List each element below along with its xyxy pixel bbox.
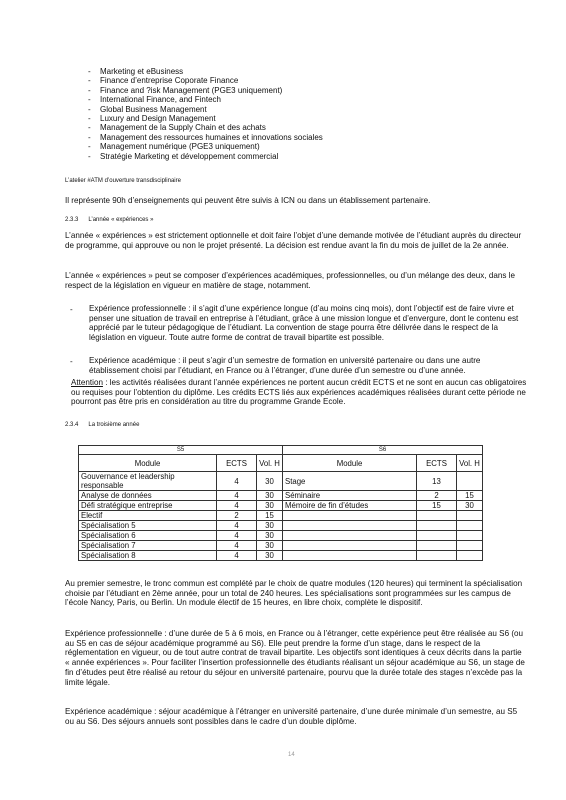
s5-ects-cell: 4 <box>217 541 257 551</box>
s6-module-cell: Séminaire <box>283 491 417 501</box>
s5-ects-cell: 4 <box>217 472 257 491</box>
atelier-heading: L’atelier #ATM d’ouverture transdisciplinaire <box>65 178 181 184</box>
s6-vol-cell: 15 <box>457 491 483 501</box>
specialisation-list <box>88 67 488 161</box>
bullet-dash: - <box>70 305 73 314</box>
paragraph-composition: L’année « expériences » peut se composer d’expériences académiques, professionnelles, ou d’un mélange des deux, dans le respect de la législation en vigueur en matière de stage, notamment. <box>65 271 515 290</box>
table-row <box>79 551 483 561</box>
table-row <box>79 472 483 491</box>
s6-module-cell <box>283 551 417 561</box>
section-number: 2.3.4 <box>65 422 79 428</box>
specialisation-item: - Global Business Management <box>88 105 488 114</box>
specialisation-item: - Marketing et eBusiness <box>88 67 488 76</box>
s6-vol-cell <box>457 511 483 521</box>
atelier-text: Il représente 90h d’enseignements qui peuvent être suivis à ICN ou dans un établissement partenaire. <box>65 196 431 205</box>
page-number: 14 <box>288 752 295 758</box>
s6-module-cell: Stage <box>283 472 417 491</box>
table-row <box>79 511 483 521</box>
specialisation-item: - Management de la Supply Chain et des achats <box>88 123 488 132</box>
s5-module-cell: Analyse de données <box>79 491 217 501</box>
s5-ects-cell: 4 <box>217 491 257 501</box>
s6-vol-cell <box>457 541 483 551</box>
s5-module-cell: Gouvernance et leadership responsable <box>79 472 217 491</box>
attention-label: Attention <box>71 378 103 387</box>
specialisation-item: - International Finance, and Fintech <box>88 95 488 104</box>
bullet-experience-professionnelle: Expérience professionnelle : il s’agit d’une expérience longue (d’au moins cinq mois), dont l’objectif est de faire vivre et penser une situation de travail en entreprise à l’étudiant, grâce à une mission longue et d’envergure, dont le contenu est apprécié par le tuteur pédagogique de l’étudiant. La convention de stage pourra être délivrée dans le respect de la législation en vigueur. Toute autre forme de contrat de travail bipartite est possible. <box>89 304 519 343</box>
bullet-dash: - <box>70 357 73 366</box>
bullet-experience-academique: Expérience académique : il peut s’agir d’un semestre de formation en université partenaire ou dans une autre établissement choisi par l’étudiant, en France ou à l’étranger, d’une durée d’un semestre ou d’une année. <box>89 356 481 375</box>
s5-ects-cell: 4 <box>217 521 257 531</box>
section-2-3-3-heading <box>65 216 153 224</box>
s6-module-cell <box>283 521 417 531</box>
s6-ects-cell <box>417 551 457 561</box>
table-row <box>79 501 483 511</box>
specialisation-item: - Management numérique (PGE3 uniquement) <box>88 142 488 151</box>
table-row <box>79 541 483 551</box>
table-row <box>79 521 483 531</box>
ects-header: ECTS <box>417 455 457 472</box>
s5-module-cell: Spécialisation 5 <box>79 521 217 531</box>
paragraph-annee-experiences: L’année « expériences » est strictement optionnelle et doit faire l’objet d’une demande motivée de l’étudiant auprès du directeur de programme, qui approuve ou non le projet présenté. La décision est rendue avant la fin du mois de juillet de la 2e année. <box>65 231 522 250</box>
s5-ects-cell: 4 <box>217 551 257 561</box>
section-number: 2.3.3 <box>65 217 79 223</box>
paragraph-experience-professionnelle: Expérience professionnelle : d’une durée de 5 à 6 mois, en France ou à l’étranger, cette expérience peut être réalisée au S6 (ou au S5 en cas de séjour académique programmé au S6). Elle peut prendre la forme d’un stage, dans le respect de la réglementation en vigueur, ou de tout autre contrat de travail bipartite. Les objectifs sont identiques à ceux décrits dans la partie « année expériences ». Pour faciliter l’insertion professionnelle des étudiants réalisant un séjour académique au S6, un stage de fin d’études peut être réalisé au retour du séjour en université partenaire, pourvu que la durée totale des stages n’excède pas la limite légale. <box>65 629 525 687</box>
semester-s6-header: S6 <box>283 446 483 455</box>
table-row <box>79 531 483 541</box>
s5-ects-cell: 4 <box>217 501 257 511</box>
specialisation-item: - Management des ressources humaines et innovations sociales <box>88 133 488 142</box>
s6-vol-cell <box>457 521 483 531</box>
s6-module-cell <box>283 511 417 521</box>
s6-vol-cell <box>457 551 483 561</box>
s6-ects-cell: 15 <box>417 501 457 511</box>
specialisation-item: - Finance d’entreprise Coporate Finance <box>88 76 488 85</box>
s6-module-cell <box>283 531 417 541</box>
s5-module-cell: Spécialisation 8 <box>79 551 217 561</box>
vol-header: Vol. H <box>457 455 483 472</box>
section-2-3-4-heading <box>65 421 139 429</box>
s6-module-cell: Mémoire de fin d’études <box>283 501 417 511</box>
s6-ects-cell <box>417 541 457 551</box>
s6-ects-cell: 2 <box>417 491 457 501</box>
s5-ects-cell: 4 <box>217 531 257 541</box>
specialisation-item: - Finance and ?isk Management (PGE3 uniquement) <box>88 86 488 95</box>
module-header: Module <box>283 455 417 472</box>
table-row <box>79 491 483 501</box>
s5-ects-cell: 2 <box>217 511 257 521</box>
paragraph-premier-semestre: Au premier semestre, le tronc commun est complété par le choix de quatre modules (120 heures) qui terminent la spécialisation choisie par l’étudiant en 2ème année, pour un total de 240 heures. Les spécialisations sont programmées sur les campus de l’école Nancy, Paris, ou Berlin. Un module électif de 15 heures, en libre choix, complète le dispositif. <box>65 579 523 608</box>
third-year-table <box>78 445 483 561</box>
paragraph-experience-academique: Expérience académique : séjour académique à l’étranger en université partenaire, d’une durée minimale d’un semestre, au S5 ou au S6. Des séjours annuels sont possibles dans le cadre d’un double diplôme. <box>65 707 518 726</box>
s5-vol-cell: 30 <box>257 501 283 511</box>
s6-ects-cell: 13 <box>417 472 457 491</box>
s6-vol-cell <box>457 531 483 541</box>
s5-module-cell: Spécialisation 6 <box>79 531 217 541</box>
vol-header: Vol. H <box>257 455 283 472</box>
s6-module-cell <box>283 541 417 551</box>
s5-vol-cell: 30 <box>257 521 283 531</box>
s5-module-cell: Electif <box>79 511 217 521</box>
section-title: La troisième année <box>88 422 140 428</box>
s5-vol-cell: 30 <box>257 551 283 561</box>
s5-vol-cell: 30 <box>257 491 283 501</box>
s6-vol-cell <box>457 472 483 491</box>
attention-paragraph <box>71 378 529 407</box>
s5-vol-cell: 30 <box>257 531 283 541</box>
s6-ects-cell <box>417 511 457 521</box>
s5-module-cell: Défi stratégique entreprise <box>79 501 217 511</box>
s5-module-cell: Spécialisation 7 <box>79 541 217 551</box>
s6-vol-cell: 30 <box>457 501 483 511</box>
attention-text: : les activités réalisées durant l’année expériences ne portent aucun crédit ECTS et ne sont en aucun cas obligatoires ou requises pour l’obtention du diplôme. Les crédits ECTS liés aux expériences académiques réalisées durant cette période ne pourront pas être pris en considération au titre du programme Grande Ecole. <box>71 378 527 407</box>
s5-vol-cell: 30 <box>257 472 283 491</box>
semester-s5-header: S5 <box>79 446 283 455</box>
ects-header: ECTS <box>217 455 257 472</box>
s5-vol-cell: 15 <box>257 511 283 521</box>
s6-ects-cell <box>417 521 457 531</box>
module-header: Module <box>79 455 217 472</box>
s6-ects-cell <box>417 531 457 541</box>
specialisation-item: - Luxury and Design Management <box>88 114 488 123</box>
s5-vol-cell: 30 <box>257 541 283 551</box>
specialisation-item: - Stratégie Marketing et développement commercial <box>88 152 488 161</box>
section-title: L’année « expériences » <box>88 217 154 223</box>
